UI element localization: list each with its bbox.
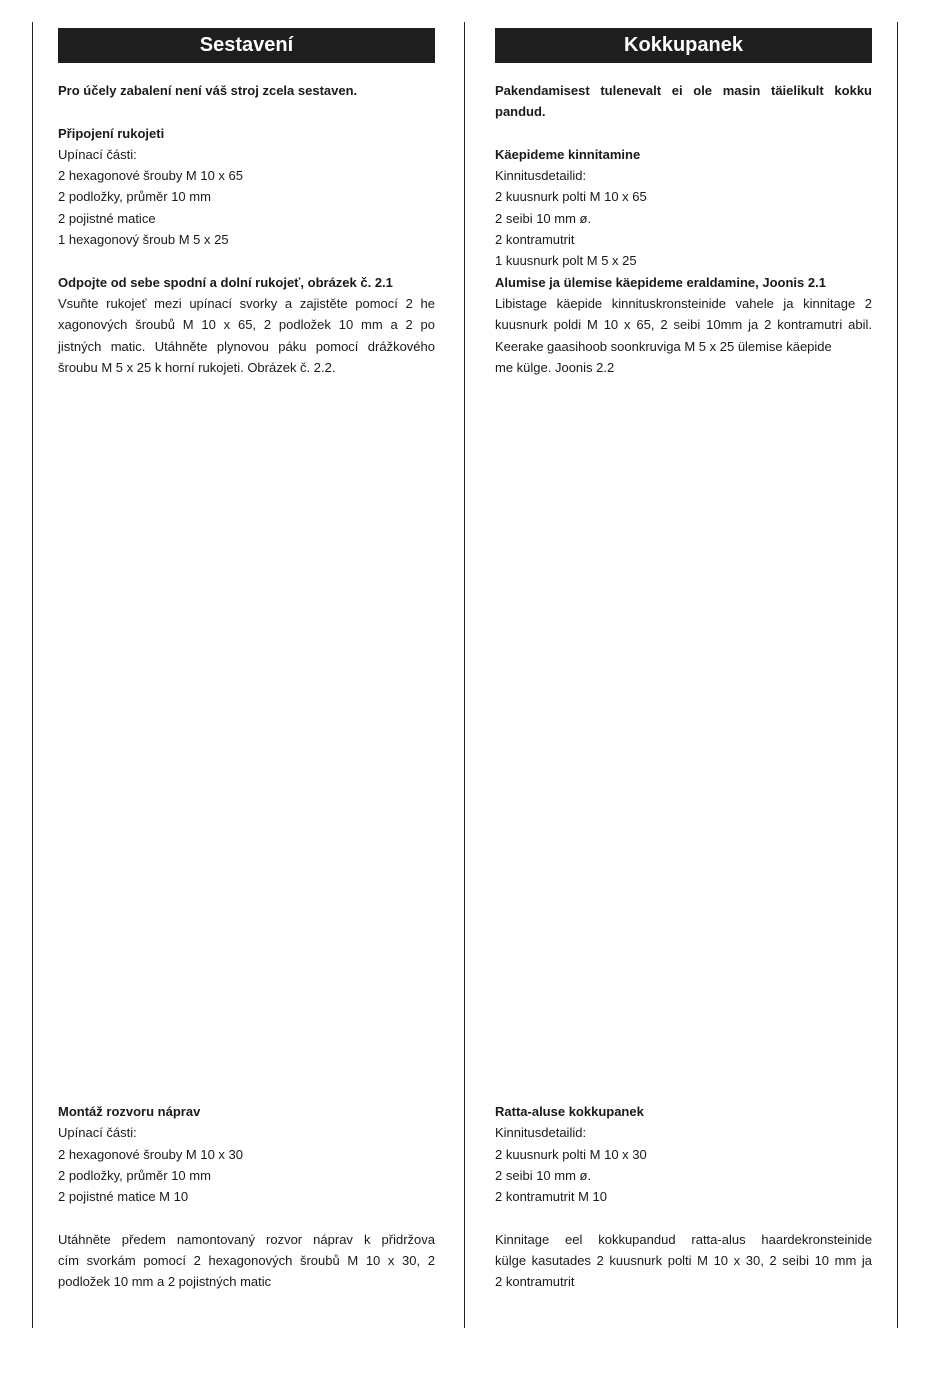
right-handle-part: 2 seibi 10 mm ø. — [495, 210, 592, 226]
left-separate-line: jistných matic. Utáhněte plynovou páku pomocí drážkového — [58, 338, 435, 354]
left-handle-part: 1 hexagonový šroub M 5 x 25 — [58, 232, 229, 248]
left-axle-part: 2 podložky, průměr 10 mm — [58, 1167, 211, 1183]
left-handle-part: 2 hexagonové šrouby M 10 x 65 — [58, 168, 244, 184]
left-handle-part: 2 podložky, průměr 10 mm — [58, 189, 211, 205]
left-axle-heading: Montáž rozvoru náprav — [58, 1104, 201, 1119]
right-column — [495, 0, 872, 1290]
left-axle-line: podložek 10 mm a 2 pojistných matic — [58, 1274, 272, 1290]
left-handle-parts-label: Upínací části: — [58, 146, 137, 162]
left-handle-part: 2 pojistné matice — [58, 210, 156, 226]
left-axle-line: Utáhněte předem namontovaný rozvor náprav k přidržova — [58, 1231, 435, 1247]
right-separate-heading: Alumise ja ülemise käepideme eraldamine, Joonis 2.1 — [495, 274, 826, 290]
left-separate-line: Vsuňte rukojeť mezi upínací svorky a zajistěte pomocí 2 he — [58, 295, 435, 311]
right-separate-line: kuusnurk poldi M 10 x 65, 2 seibi 10mm ja 2 kontramutri abil. — [495, 317, 872, 333]
left-separate-line: šroubu M 5 x 25 k horní rukojeti. Obrázek č. 2.2. — [58, 359, 336, 375]
left-section-title: Sestavení — [58, 28, 435, 63]
right-handle-part: 2 kuusnurk polti M 10 x 65 — [495, 189, 647, 205]
right-axle-line: külge kasutades 2 kuusnurk polti M 10 x 30, 2 seibi 10 mm ja — [495, 1253, 872, 1269]
right-axle-part: 2 kuusnurk polti M 10 x 30 — [495, 1146, 647, 1162]
left-separate-heading: Odpojte od sebe spodní a dolní rukojeť, obrázek č. 2.1 — [58, 274, 393, 290]
left-axle-part: 2 hexagonové šrouby M 10 x 30 — [58, 1146, 244, 1162]
right-separate-line: Keerake gaasihoob soonkruviga M 5 x 25 ülemise käepide — [495, 338, 832, 354]
right-axle-part: 2 seibi 10 mm ø. — [495, 1167, 592, 1183]
right-separate-line: me külge. Joonis 2.2 — [495, 359, 615, 375]
right-handle-heading: Käepideme kinnitamine — [495, 146, 641, 162]
right-axle-line: 2 kontramutrit — [495, 1274, 575, 1290]
right-intro-line: Pakendamisest tulenevalt ei ole masin täielikult kokku — [495, 83, 872, 98]
center-column-rule — [464, 22, 465, 1328]
left-axle-part: 2 pojistné matice M 10 — [58, 1189, 189, 1205]
right-axle-part: 2 kontramutrit M 10 — [495, 1189, 607, 1205]
right-handle-part: 2 kontramutrit — [495, 232, 575, 248]
right-separate-line: Libistage käepide kinnituskronsteinide vahele ja kinnitage 2 — [495, 295, 872, 311]
left-column — [58, 0, 435, 1290]
left-margin-rule — [32, 22, 33, 1328]
right-bottom-block — [495, 1101, 872, 1293]
left-top-block — [58, 80, 435, 378]
right-handle-part: 1 kuusnurk polt M 5 x 25 — [495, 253, 637, 269]
right-margin-rule — [897, 22, 898, 1328]
left-bottom-block — [58, 1101, 435, 1293]
right-section-title: Kokkupanek — [495, 28, 872, 63]
right-axle-parts-label: Kinnitusdetailid: — [495, 1125, 587, 1141]
left-intro: Pro účely zabalení není váš stroj zcela sestaven. — [58, 83, 358, 98]
left-axle-parts-label: Upínací části: — [58, 1125, 137, 1141]
left-separate-line: xagonových šroubů M 10 x 65, 2 podložek 10 mm a 2 po — [58, 317, 435, 333]
left-handle-heading: Připojení rukojeti — [58, 125, 165, 141]
left-axle-line: cím svorkám pomocí 2 hexagonových šroubů M 10 x 30, 2 — [58, 1253, 435, 1269]
right-axle-line: Kinnitage eel kokkupandud ratta-alus haardekronsteinide — [495, 1231, 872, 1247]
right-top-block — [495, 80, 872, 378]
right-intro-line: pandud. — [495, 104, 546, 120]
right-axle-heading: Ratta-aluse kokkupanek — [495, 1104, 644, 1119]
right-handle-parts-label: Kinnitusdetailid: — [495, 168, 587, 184]
